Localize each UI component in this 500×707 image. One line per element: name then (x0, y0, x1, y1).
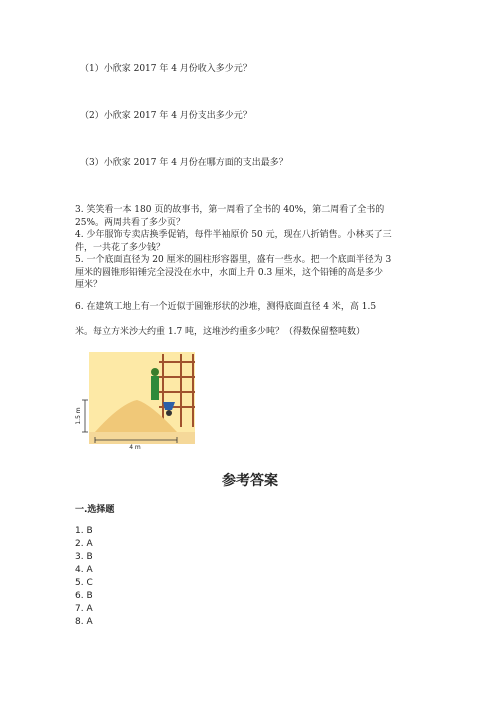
problem-6-line-2: 米。每立方米沙大约重 1.7 吨，这堆沙约重多少吨？（得数保留整吨数） (75, 327, 366, 337)
problem-3-line-1: 3. 笑笑看一本 180 页的故事书，第一周看了全书的 40%，第二周看了全书的 (75, 205, 385, 215)
answer-list (75, 525, 93, 629)
height-dimension (82, 400, 88, 432)
question-3: （3）小欣家 2017 年 4 月份在哪方面的支出最多？ (80, 158, 288, 168)
problem-6-line-1: 6. 在建筑工地上有一个近似于圆锥形状的沙堆，测得底面直径 4 米，高 1.5 (75, 302, 377, 312)
problem-4 (75, 229, 425, 254)
problem-5-line-2: 厘米的圆锥形铅锤完全浸没在水中，水面上升 0.3 厘米，这个铅锤的高是多少 (75, 267, 384, 278)
answer-item: 3. B (75, 552, 93, 562)
height-label: 1.5 m (75, 407, 82, 425)
question-1: （1）小欣家 2017 年 4 月份收入多少元？ (80, 64, 252, 74)
width-label: 4 m (129, 444, 141, 451)
question-2: （2）小欣家 2017 年 4 月份支出多少元？ (80, 111, 252, 121)
sand-pile-illustration (75, 352, 195, 452)
answer-item: 6. B (75, 591, 93, 601)
problem-6 (75, 295, 425, 345)
answer-item: 2. A (75, 539, 93, 549)
answer-item: 8. A (75, 617, 93, 627)
problem-4-line-1: 4. 少年服饰专卖店换季促销，每件半袖原价 50 元，现在八折销售。小林买了三 (75, 230, 392, 240)
problem-5-line-3: 厘米？ (75, 280, 103, 290)
answers-title: 参考答案 (222, 473, 278, 489)
problem-4-line-2: 件，一共花了多少钱？ (75, 242, 166, 253)
worker (151, 368, 159, 400)
answer-item: 1. B (75, 526, 93, 536)
answer-item: 4. A (75, 565, 93, 575)
section-title: 一.选择题 (75, 505, 115, 515)
answer-item: 7. A (75, 604, 93, 614)
answer-item: 5. C (75, 578, 93, 588)
problem-3 (75, 204, 425, 229)
ground (89, 432, 195, 444)
problem-5-line-1: 5. 一个底面直径为 20 厘米的圆柱形容器里，盛有一些水。把一个底面半径为 3 (75, 255, 392, 265)
problem-5 (75, 254, 425, 292)
problem-3-line-2: 25%。两周共看了多少页？ (75, 217, 186, 228)
